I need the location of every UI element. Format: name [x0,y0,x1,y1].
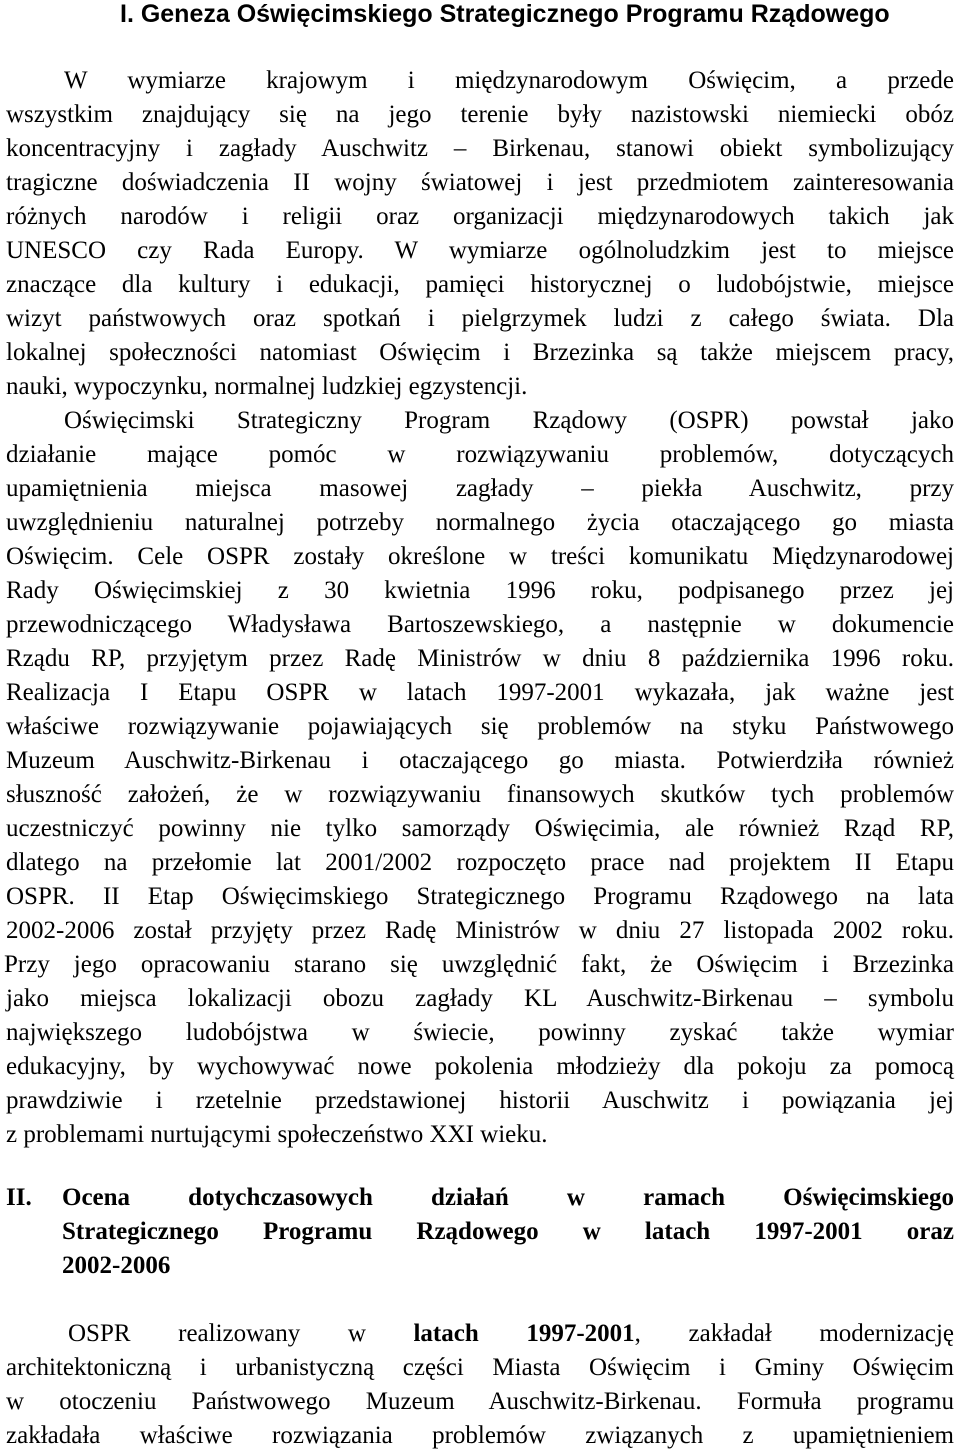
body-line: jako miejsca lokalizacji obozu zagłady KL Auschwitz-Birkenau – symbolu [6,985,954,1012]
body-line: tragiczne doświadczenia II wojny światowej i jest przedmiotem zainteresowania [6,169,954,196]
body-line: Przy jego opracowaniu starano się uwzględnić fakt, że Oświęcim i Brzezinka [4,951,954,978]
body-line: architektoniczną i urbanistyczną części Miasta Oświęcim i Gminy Oświęcim [6,1354,954,1381]
body-line: Realizacja I Etapu OSPR w latach 1997-2001 wykazała, jak ważne jest [6,679,954,706]
body-line: działanie mające pomóc w rozwiązywaniu problemów, dotyczących [6,441,954,468]
body-line: uczestniczyć powinny nie tylko samorządy Oświęcimia, ale również Rząd RP, [6,815,954,842]
body-line: Oświęcimski Strategiczny Program Rządowy (OSPR) powstał jako [64,407,954,434]
body-line: znaczące dla kultury i edukacji, pamięci historycznej o ludobójstwie, miejsce [6,271,954,298]
document-page [6,0,954,1452]
body-line: różnych narodów i religii oraz organizacji międzynarodowych takich jak [6,203,954,230]
body-line: wszystkim znajdujący się na jego terenie były nazistowski niemiecki obóz [6,101,954,128]
bold-phrase: latach 1997-2001 [413,1320,635,1347]
heading-line: Ocena dotychczasowych działań w ramach Oświęcimskiego [62,1184,954,1211]
body-line: koncentracyjny i zagłady Auschwitz – Birkenau, stanowi obiekt symbolizujący [6,135,954,162]
section-1-heading: I. Geneza Oświęcimskiego Strategicznego Programu Rządowego [120,0,890,28]
body-line: Muzeum Auschwitz-Birkenau i otaczającego go miasta. Potwierdziła również [6,747,954,774]
body-line: uwzględnieniu naturalnej potrzeby normalnego życia otaczającego go miasta [6,509,954,536]
body-line: lokalnej społeczności natomiast Oświęcim i Brzezinka są także miejscem pracy, [6,339,954,366]
body-line: Rady Oświęcimskiej z 30 kwietnia 1996 roku, podpisanego przez jej [6,577,954,604]
body-line: słuszność założeń, że w rozwiązywaniu finansowych skutków tych problemów [6,781,954,808]
body-line: dlatego na przełomie lat 2001/2002 rozpoczęto prace nad projektem II Etapu [6,849,954,876]
body-line: zakładała właściwe rozwiązania problemów związanych z upamiętnieniem [6,1422,954,1449]
body-line: W wymiarze krajowym i międzynarodowym Oświęcim, a przede [64,67,954,94]
body-line: Rządu RP, przyjętym przez Radę Ministrów w dniu 8 października 1996 roku. [6,645,954,672]
heading-line: Strategicznego Programu Rządowego w latach 1997-2001 oraz [62,1218,954,1245]
body-line: Oświęcim. Cele OSPR zostały określone w treści komunikatu Międzynarodowej [6,543,954,570]
body-line: nauki, wypoczynku, normalnej ludzkiej egzystencji. [6,373,528,400]
body-line: właściwe rozwiązywanie pojawiających się problemów na styku Państwowego [6,713,954,740]
section-2-number: II. [6,1184,32,1211]
body-line: OSPR. II Etap Oświęcimskiego Strategicznego Programu Rządowego na lata [6,883,954,910]
body-line: w otoczeniu Państwowego Muzeum Auschwitz-Birkenau. Formuła programu [6,1388,954,1415]
body-line: UNESCO czy Rada Europy. W wymiarze ogólnoludzkim jest to miejsce [6,237,954,264]
body-line: prawdziwie i rzetelnie przedstawionej historii Auschwitz i powiązania jej [6,1087,954,1114]
body-line: wizyt państwowych oraz spotkań i pielgrzymek ludzi z całego świata. Dla [6,305,954,332]
body-line: największego ludobójstwa w świecie, powinny zyskać także wymiar [6,1019,954,1046]
body-line: edukacyjny, by wychowywać nowe pokolenia młodzieży dla pokoju za pomocą [6,1053,954,1080]
body-line: z problemami nurtującymi społeczeństwo XXI wieku. [6,1121,548,1148]
body-line: przewodniczącego Władysława Bartoszewskiego, a następnie w dokumencie [6,611,954,638]
body-line: OSPR realizowany w latach 1997-2001, zakładał modernizację [68,1320,954,1347]
body-line: upamiętnienia miejsca masowej zagłady – piekła Auschwitz, przy [6,475,954,502]
heading-line: 2002-2006 [62,1252,171,1279]
body-line: 2002-2006 został przyjęty przez Radę Ministrów w dniu 27 listopada 2002 roku. [6,917,954,944]
